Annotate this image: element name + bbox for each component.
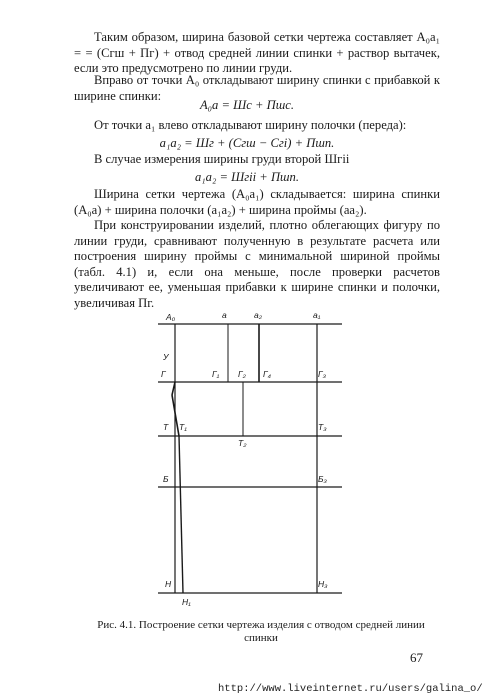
paragraph-4: В случае измерения ширины груди второй Шгіі	[94, 152, 350, 166]
label-a0: A₀	[166, 312, 176, 322]
label-t2: Т₂	[238, 438, 247, 448]
label-t3: Т₃	[318, 422, 327, 432]
label-a: a	[222, 310, 227, 320]
label-u: У	[163, 352, 169, 362]
label-g: Г	[161, 369, 166, 379]
label-g3: Г₃	[318, 369, 326, 379]
formula-1: A₀a = Шс + Пшс.	[199, 98, 295, 112]
label-b: Б	[163, 474, 169, 484]
paragraph-2: Вправо от точки A₀ откладывают ширину спинки с прибавкой к ширине спинки:	[74, 73, 440, 103]
label-g4: Г₄	[263, 369, 272, 379]
label-b3: Б₃	[318, 474, 327, 484]
label-t: Т	[163, 422, 169, 432]
paragraph-6: При конструировании изделий, плотно облегающих фигуру по линии груди, сравнивают полученную в результате расчета или построения ширину проймы с минимальной шириной проймы (табл. 4.1) и, если она меньше, после проверки расчетов увеличивают ее, уменьшая прибавки к ширине спинки и полочки, увеличивая Пг.	[74, 218, 440, 310]
label-g2: Г₂	[238, 369, 246, 379]
paragraph-1: Таким образом, ширина базовой сетки чертежа составляет A₀a₁ = = (Cгш + Пг) + отвод средней линии спинки + раствор вытачек, если это предусмотрено по линии груди.	[74, 30, 440, 75]
page-number: 67	[410, 650, 423, 665]
watermark-url: http://www.liveinternet.ru/users/galina_o/	[218, 683, 483, 695]
formula-2: a₁a₂ = Шг + (Cгш − Cгі) + Пшп.	[159, 136, 335, 150]
label-a2: a₂	[254, 310, 262, 320]
paragraph-3: От точки a₁ влево откладывают ширину полочки (переда):	[94, 118, 407, 132]
label-h3: Н₃	[318, 579, 328, 589]
label-g1: Г₁	[212, 369, 220, 379]
label-a1: a₁	[313, 310, 321, 320]
label-h1: Н₁	[182, 597, 191, 607]
paragraph-5: Ширина сетки чертежа (A₀a₁) складывается: ширина спинки (A₀a) + ширина полочки (a₁a₂) + ширина проймы (aa₂).	[74, 187, 440, 217]
figure-caption: Рис. 4.1. Построение сетки чертежа изделия с отводом средней линии спинки	[97, 619, 425, 644]
label-h: Н	[165, 579, 172, 589]
line-back-offset-bottom	[179, 436, 183, 593]
label-t1: Т₁	[179, 422, 187, 432]
formula-3: a₁a₂ = Шгіі + Пшп.	[194, 170, 300, 184]
